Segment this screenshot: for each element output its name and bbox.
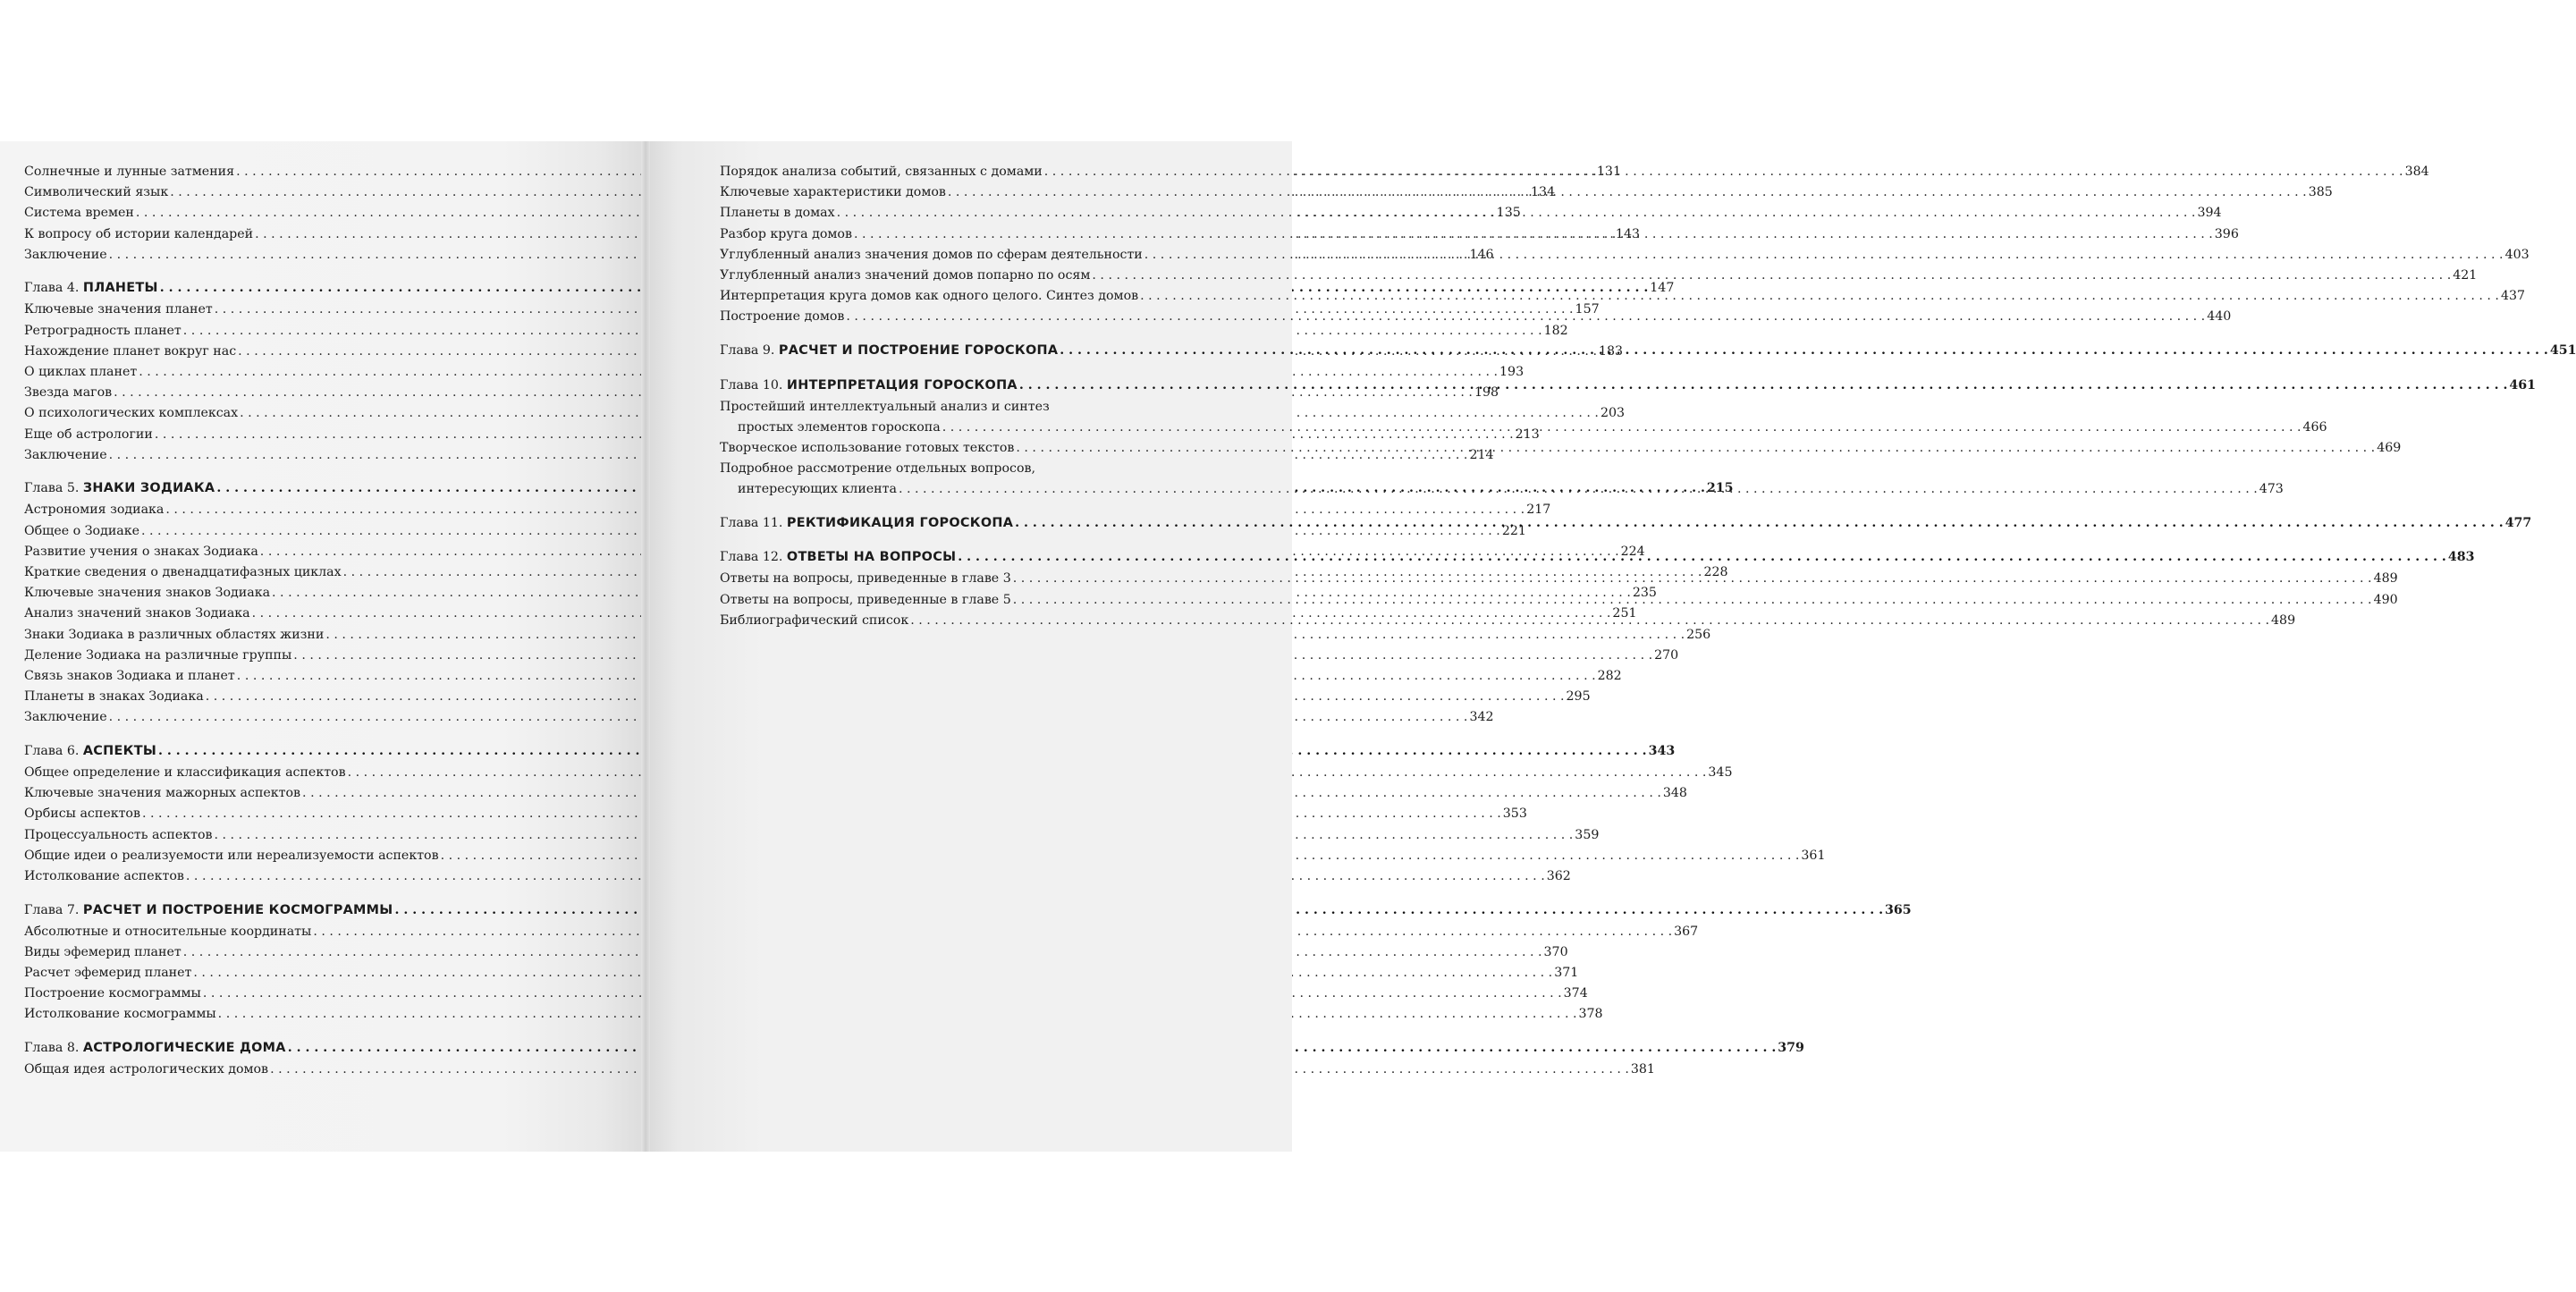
entry-title: Звезда магов: [24, 385, 113, 401]
toc-chapter-row: [24, 744, 1676, 765]
toc-entry-row: [24, 966, 1579, 986]
entry-title: Планеты в домах: [720, 206, 835, 221]
entry-title: Астрономия зодиака: [24, 502, 165, 518]
page-number: 473: [2259, 482, 2284, 497]
page-number: 437: [2500, 289, 2526, 304]
entry-title: Система времен: [24, 206, 134, 221]
page-number: 345: [1708, 765, 1733, 780]
chapter-number: Глава 9.: [720, 343, 775, 358]
entry-title: Символический язык: [24, 185, 169, 200]
toc-entry-row: [24, 689, 1591, 710]
page-number: 235: [1632, 586, 1657, 601]
page-number: 362: [1546, 868, 1571, 883]
page-number: 203: [1600, 406, 1626, 421]
page-number: 469: [2377, 440, 2402, 455]
entry-title: К вопросу об истории календарей: [24, 226, 254, 241]
page-number: 348: [1662, 786, 1687, 801]
chapter-spacer: [720, 502, 1267, 516]
page-number: 466: [2302, 419, 2327, 435]
entry-title: Виды эфемерид планет: [24, 944, 182, 959]
page-number: 374: [1563, 986, 1588, 1001]
page-number: 359: [1575, 827, 1600, 842]
page-number: 385: [2308, 185, 2333, 200]
entry-title-line2: простых элементов гороскопа: [738, 419, 941, 435]
chapter-heading: [720, 516, 1013, 530]
chapter-spacer: [24, 268, 563, 282]
chapter-number: Глава 10.: [720, 377, 783, 393]
entry-title: Углубленный анализ значений домов попарно по осям: [720, 267, 1091, 283]
chapter-spacer: [720, 331, 1267, 344]
chapter-title: ПЛАНЕТЫ: [82, 281, 158, 296]
page-number: 183: [1598, 343, 1624, 359]
chapter-heading: [720, 550, 956, 564]
page-number: 489: [2271, 612, 2296, 628]
toc-entry-row: [24, 323, 1568, 344]
entry-title: Ретроградность планет: [24, 323, 182, 338]
entry-title: Истолкование аспектов: [24, 868, 184, 883]
entry-title: Построение космограммы: [24, 986, 201, 1001]
page-number: 157: [1575, 302, 1600, 317]
toc-entry-row-line1: [720, 400, 1267, 420]
page-number: 143: [1615, 226, 1641, 241]
page-number: 490: [2373, 592, 2398, 607]
page-number: 251: [1612, 606, 1637, 621]
page-number: 365: [1885, 902, 1912, 917]
entry-title: Абсолютные и относительные координаты: [24, 924, 312, 939]
entry-title: Разбор круга домов: [720, 226, 852, 241]
chapter-spacer: [24, 890, 563, 903]
entry-title-line2: интересующих клиента: [738, 482, 897, 497]
chapter-number: Глава 7.: [24, 902, 80, 917]
toc-entry-row-line1: [720, 461, 1267, 482]
entry-title: Ключевые значения мажорных аспектов: [24, 786, 301, 801]
page-number: 217: [1526, 502, 1551, 518]
page-number: 282: [1597, 668, 1622, 683]
page-number: 396: [2214, 226, 2239, 241]
dot-leader: [948, 185, 2307, 199]
toc-entry-row: [24, 924, 1699, 945]
page-number: 215: [1706, 481, 1734, 496]
chapter-number: Глава 6.: [24, 744, 80, 758]
page-number: 361: [1801, 848, 1826, 863]
chapter-number: Глава 4.: [24, 281, 80, 296]
chapter-heading: [24, 903, 393, 917]
page-number: 394: [2197, 206, 2222, 221]
toc-entry-row: [24, 786, 1687, 806]
chapter-heading: [24, 1041, 286, 1055]
page-number: 343: [1648, 744, 1676, 758]
toc-entry-row: [24, 1062, 1655, 1083]
dot-leader: [854, 227, 2213, 241]
chapter-title: РЕКТИФИКАЦИЯ ГОРОСКОПА: [786, 515, 1014, 530]
page-number: 134: [1531, 185, 1556, 200]
page-number: 381: [1630, 1062, 1655, 1077]
toc-entry-row: [24, 848, 1826, 869]
page-number: 461: [2509, 377, 2537, 393]
toc-entry-row: [24, 668, 1622, 689]
entry-title: Ответы на вопросы, приведенные в главе 5: [720, 592, 1011, 607]
page-number: 214: [1469, 447, 1494, 462]
chapter-title: ИНТЕРПРЕТАЦИЯ ГОРОСКОПА: [786, 377, 1018, 393]
entry-title: Знаки Зодиака в различных областях жизни: [24, 627, 325, 642]
dot-leader: [958, 550, 2446, 564]
page-number: 440: [2207, 309, 2232, 325]
chapter-title: РАСЧЕТ И ПОСТРОЕНИЕ КОСМОГРАММЫ: [82, 902, 393, 917]
page-number: 378: [1578, 1007, 1603, 1022]
entry-title: Библиографический список: [720, 612, 909, 628]
entry-title-line1: Простейший интеллектуальный анализ и синтез: [720, 399, 1050, 414]
entry-title: Ключевые характеристики домов: [720, 185, 946, 200]
entry-title: Ответы на вопросы, приведенные в главе 3: [720, 571, 1011, 587]
page-number: 370: [1543, 944, 1568, 959]
chapter-number: Глава 11.: [720, 515, 783, 530]
toc-entry-row: [24, 627, 1711, 648]
page-number: 371: [1554, 966, 1579, 980]
page-number: 421: [2453, 267, 2478, 283]
page-number: 256: [1686, 627, 1711, 642]
chapter-number: Глава 5.: [24, 481, 80, 496]
entry-title: Творческое использование готовых текстов: [720, 440, 1015, 455]
page-number: 295: [1566, 689, 1591, 705]
dot-leader: [1060, 343, 2548, 358]
toc-entry-row: [24, 806, 1527, 827]
toc-entry-row: [24, 868, 1571, 890]
chapter-heading: [24, 481, 215, 495]
dot-leader: [1019, 378, 2508, 393]
dot-leader: [1013, 593, 2372, 607]
entry-title: Ключевые значения планет: [24, 302, 213, 317]
entry-title: Порядок анализа событий, связанных с домами: [720, 165, 1043, 179]
page-number: 367: [1674, 924, 1699, 939]
entry-title: Орбисы аспектов: [24, 806, 140, 822]
dot-leader: [899, 482, 2258, 496]
page-number: 477: [2504, 515, 2532, 530]
page-number: 131: [1596, 165, 1621, 179]
entry-title: Общая идея астрологических домов: [24, 1062, 269, 1077]
entry-title: Заключение: [24, 447, 107, 462]
entry-title: О циклах планет: [24, 365, 138, 379]
entry-title: Расчет эфемерид планет: [24, 966, 192, 980]
page-number: 489: [2373, 571, 2398, 587]
open-book: [0, 141, 2576, 1152]
entry-title: Развитие учения о знаках Зодиака: [24, 544, 258, 559]
page-number: 228: [1703, 565, 1728, 579]
book-gutter: [641, 141, 650, 1152]
dot-leader: [1092, 268, 2451, 283]
page-number: 384: [2404, 165, 2429, 179]
dot-leader: [1144, 248, 2504, 262]
page-number: 483: [2447, 550, 2475, 565]
chapter-heading: [24, 281, 158, 295]
toc-chapter-row: [24, 902, 1912, 925]
chapter-title: АСПЕКТЫ: [82, 744, 157, 758]
toc-chapter-row: [24, 1041, 1804, 1062]
dot-leader: [846, 309, 2205, 324]
page-number: 403: [2504, 247, 2530, 262]
toc-entry-row: [24, 1007, 1603, 1027]
chapter-heading: [720, 343, 1058, 358]
chapter-spacer: [24, 731, 563, 745]
entry-title: Углубленный анализ значения домов по сферам деятельности: [720, 247, 1143, 262]
entry-title-line1: Подробное рассмотрение отдельных вопросов,: [720, 461, 1035, 477]
entry-title: Процессуальность аспектов: [24, 827, 213, 842]
toc-entry-row: [24, 986, 1588, 1007]
chapter-number: Глава 8.: [24, 1041, 80, 1056]
chapter-number: Глава 12.: [720, 550, 783, 565]
page-number: 342: [1469, 710, 1494, 725]
entry-title: Общие идеи о реализуемости или нереализуемости аспектов: [24, 848, 439, 863]
page-number: 146: [1469, 247, 1494, 262]
dot-leader: [1044, 165, 2403, 179]
entry-title: Связь знаков Зодиака и планет: [24, 668, 235, 683]
page-number: 213: [1515, 426, 1540, 442]
page-number: 182: [1543, 323, 1568, 338]
entry-title: О психологических комплексах: [24, 406, 239, 421]
chapter-heading: [24, 744, 156, 758]
toc-entry-row: [24, 765, 1733, 786]
toc-entry-row: [24, 827, 1600, 849]
entry-title: Нахождение планет вокруг нас: [24, 343, 237, 359]
chapter-spacer: [24, 469, 563, 482]
dot-leader: [837, 206, 2196, 220]
dot-leader: [1016, 441, 2375, 455]
toc-entry-row: [24, 710, 1494, 730]
entry-title: Ключевые значения знаков Зодиака: [24, 586, 271, 601]
page-number: 193: [1499, 365, 1524, 379]
page-number: 353: [1502, 806, 1527, 822]
page-number: 147: [1650, 281, 1675, 296]
entry-title: Истолкование космограммы: [24, 1007, 216, 1022]
entry-title: Построение домов: [720, 309, 845, 325]
chapter-title: ОТВЕТЫ НА ВОПРОСЫ: [786, 550, 957, 565]
entry-title: Заключение: [24, 247, 107, 262]
dot-leader: [1013, 571, 2372, 586]
dot-leader: [942, 420, 2302, 435]
page-number: 135: [1496, 206, 1521, 221]
entry-title: Интерпретация круга домов как одного целого. Синтез домов: [720, 289, 1139, 304]
chapter-title: РАСЧЕТ И ПОСТРОЕНИЕ ГОРОСКОПА: [778, 343, 1059, 358]
chapter-title: АСТРОЛОГИЧЕСКИЕ ДОМА: [82, 1041, 286, 1056]
chapter-spacer: [24, 1028, 563, 1042]
entry-title: Еще об астрологии: [24, 426, 153, 442]
chapter-spacer: [720, 365, 1267, 378]
entry-title: Деление Зодиака на различные группы: [24, 647, 292, 663]
page-number: 221: [1501, 523, 1526, 538]
dot-leader: [1140, 289, 2499, 303]
entry-title: Краткие сведения о двенадцатифазных циклах: [24, 565, 342, 579]
page-number: 198: [1474, 385, 1499, 401]
entry-title: Общее о Зодиаке: [24, 523, 140, 538]
entry-title: Общее определение и классификация аспектов: [24, 765, 346, 780]
entry-title: Заключение: [24, 710, 107, 725]
toc-entry-row: [720, 289, 2526, 309]
chapter-spacer: [720, 537, 1267, 551]
toc-entry-row: [24, 944, 1568, 966]
toc-entry-row: [24, 523, 1526, 545]
page-number: 270: [1654, 647, 1679, 663]
page-number: 451: [2549, 343, 2576, 358]
entry-title: Солнечные и лунные затмения: [24, 165, 235, 179]
chapter-title: ЗНАКИ ЗОДИАКА: [82, 481, 215, 496]
page-number: 379: [1778, 1041, 1804, 1056]
entry-title: Анализ значений знаков Зодиака: [24, 606, 250, 621]
dot-leader: [1015, 516, 2504, 530]
page-number: 224: [1620, 544, 1645, 559]
toc-entry-row: [24, 647, 1679, 669]
entry-title: Планеты в знаках Зодиака: [24, 689, 204, 705]
dot-leader: [910, 613, 2269, 628]
chapter-heading: [720, 378, 1018, 393]
